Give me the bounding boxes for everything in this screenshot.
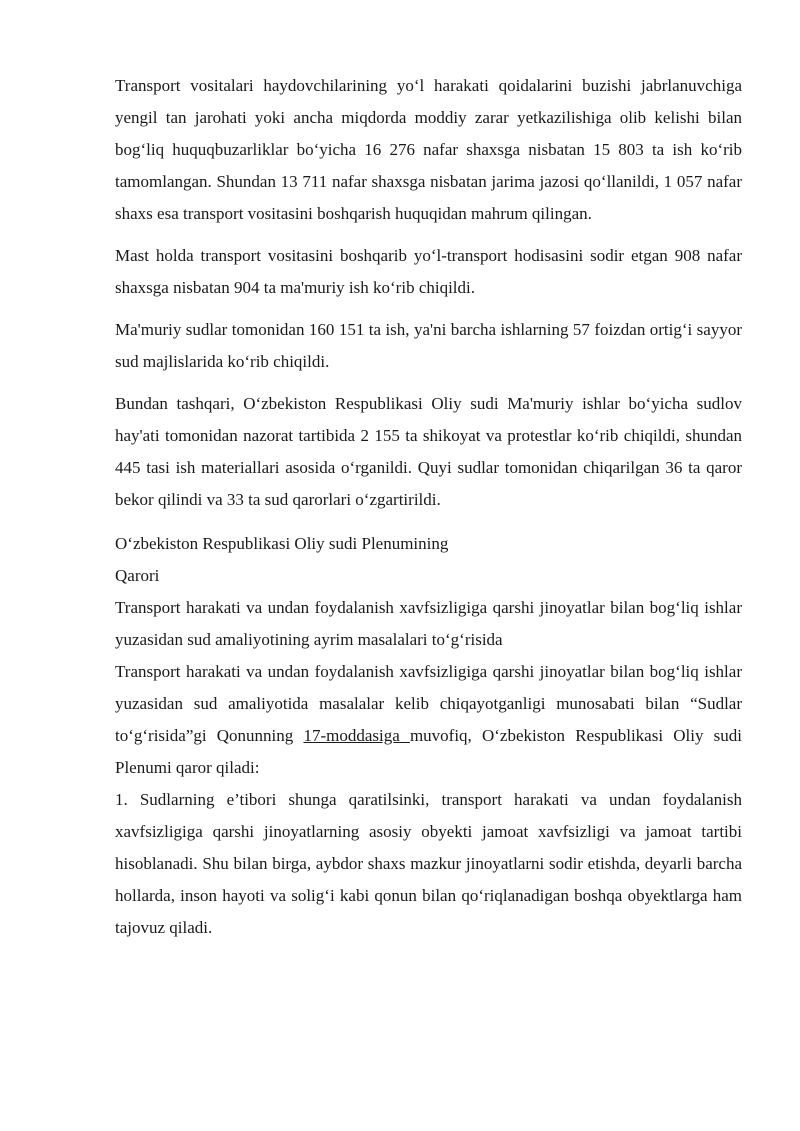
decree-preamble — [115, 656, 742, 784]
preamble-text-before: Transport harakati va undan foydalanish xavfsizligiga qarshi jinoyatlar bilan bog‘liq ishlar yuzasidan sud amaliyotida masalalar kelib chiqayotganligi munosabati bilan “Sudlar to‘g‘risida”gi Qonunning — [115, 662, 742, 745]
decree-point-1: 1. Sudlarning e’tibori shunga qaratilsinki, transport harakati va undan foydalanish xavfsizligiga qarshi jinoyatlarning asosiy obyekti jamoat xavfsizligi va jamoat tartibi hisoblanadi. Shu bilan birga, aybdor shaxs mazkur jinoyatlarni sodir etishda, deyarli barcha hollarda, inson hayoti va solig‘i kabi qonun bilan qo‘riqlanadigan boshqa obyektlarga ham tajovuz qiladi. — [115, 790, 742, 937]
document-page — [115, 70, 742, 944]
paragraph-supreme-court-review: Bundan tashqari, O‘zbekiston Respublikasi Oliy sudi Ma'muriy ishlar bo‘yicha sudlov hay'ati tomonidan nazorat tartibida 2 155 ta shikoyat va protestlar ko‘rib chiqildi, shundan 445 tasi ish materiallari asosida o‘rganildi. Quyi sudlar tomonidan chiqarilgan 36 ta qaror bekor qilindi va 33 ta sud qarorlari o‘zgartirildi. — [115, 394, 742, 509]
preamble-text-after: muvofiq, O‘zbekiston Respublikasi Oliy sudi Plenumi qaror qiladi: — [115, 726, 742, 777]
decree-heading-line2: Qarori — [115, 566, 160, 585]
paragraph-mobile-sessions: Ma'muriy sudlar tomonidan 160 151 ta ish, ya'ni barcha ishlarning 57 foizdan ortig‘i sayyor sud majlislarida ko‘rib chiqildi. — [115, 320, 742, 371]
paragraph-drunk-driving: Mast holda transport vositasini boshqarib yo‘l-transport hodisasini sodir etgan 908 nafar shaxsga nisbatan 904 ta ma'muriy ish ko‘rib chiqildi. — [115, 246, 742, 297]
paragraph-traffic-violations: Transport vositalari haydovchilarining yo‘l harakati qoidalarini buzishi jabrlanuvchiga yengil tan jarohati yoki ancha miqdorda moddiy zarar yetkazilishiga olib kelishi bilan bog‘liq huquqbuzarliklar bo‘yicha 16 276 nafar shaxsga nisbatan 15 803 ta ish ko‘rib tamomlangan. Shundan 13 711 nafar shaxsga nisbatan jarima jazosi qo‘llanildi, 1 057 nafar shaxs esa transport vositasini boshqarish huquqidan mahrum qilingan. — [115, 76, 742, 223]
decree-section — [115, 528, 742, 944]
decree-heading-line1: O‘zbekiston Respublikasi Oliy sudi Plenumining — [115, 534, 449, 553]
article-17-link[interactable]: 17-moddasiga — [303, 726, 410, 745]
decree-subject: Transport harakati va undan foydalanish xavfsizligiga qarshi jinoyatlar bilan bog‘liq ishlar yuzasidan sud amaliyotining ayrim masalalari to‘g‘risida — [115, 598, 742, 649]
